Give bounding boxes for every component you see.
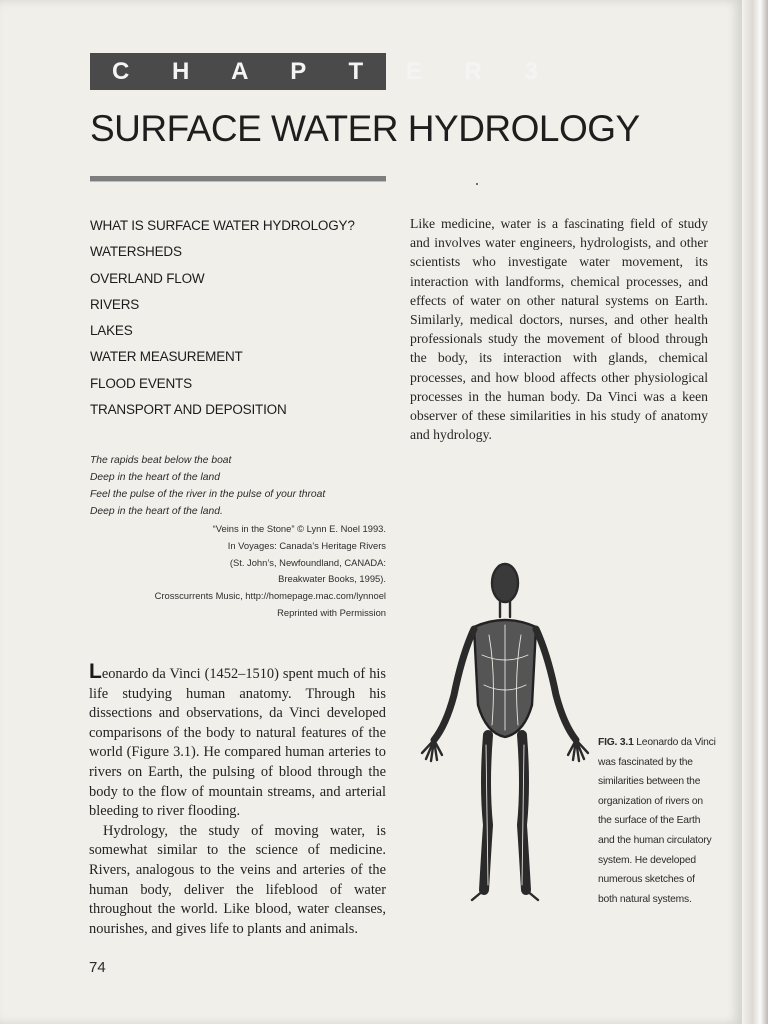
contents-item: TRANSPORT AND DEPOSITION [90,402,287,418]
chapter-title: SURFACE WATER HYDROLOGY [90,108,640,149]
body-paragraph: Hydrology, the study of moving water, is somewhat similar to the science of medicine. Rivers, analogous to the veins and arteries of the human body, deliver the lifeblood of water throughout the world. Like blood, water cleanses, nourishes, and gives life to plants and animals. [89,822,386,937]
credit-line: Reprinted with Permission [277,606,386,618]
chapter-label: C H A P T E R 3 [90,53,386,90]
epigraph [90,452,390,520]
contents-item: OVERLAND FLOW [90,270,205,286]
drop-cap: L [89,660,102,683]
body-paragraph [89,662,386,822]
contents-item: WATER MEASUREMENT [90,349,243,365]
chapter-contents [90,216,355,426]
figure-label: FIG. 3.1 [598,737,634,748]
epigraph-line: Deep in the heart of the land. [90,506,223,517]
contents-item: RIVERS [90,296,140,312]
credit-line: Crosscurrents Music, http://homepage.mac.com/lynnoel [154,590,386,602]
page-number: 74 [89,959,106,976]
contents-item: LAKES [90,323,133,339]
title-underline [90,176,386,181]
contents-item: FLOOD EVENTS [90,375,192,391]
figure-caption-text: Leonardo da Vinci was fascinated by the similarities between the organization of rivers on the surface of the Earth and the human circulatory system. He developed numerous sketches of both natural systems. [598,737,716,905]
contents-item: WHAT IS SURFACE WATER HYDROLOGY? [90,218,355,233]
epigraph-line: Deep in the heart of the land [90,472,220,483]
paragraph-text: eonardo da Vinci (1452–1510) spent much of his life studying human anatomy. Through his dissections and observations, da Vinci developed comparisons of the body to natural features of the world (Figure 3.1). He compared human arteries to rivers on Earth, the pulsing of blood through the body to the flow of mountain streams, and arterial bleeding to river flooding. [89,666,386,820]
figure-caption [598,733,716,909]
circulatory-system-sketch [404,555,594,915]
print-speck [476,183,478,185]
epigraph-line: Feel the pulse of the river in the pulse of your throat [90,489,326,500]
epigraph-credits [90,521,386,622]
body-text [89,662,386,939]
intro-paragraph: Like medicine, water is a fascinating field of study and involves water engineers, hydrologists, and other scientists who investigate water movement, its interaction with landforms, chemical processes, and effects of water on other natural systems on Earth. Similarly, medical doctors, nurses, and other health professionals study the movement of blood through the body, its interaction with glands, chemical processes, and how blood affects other physiological processes in the human body. Da Vinci was a keen observer of these similarities in his study of anatomy and hydrology. [410,216,708,443]
contents-item: WATERSHEDS [90,244,182,260]
book-spine-edge [742,0,768,1024]
credit-line: Breakwater Books, 1995). [278,573,386,585]
credit-line: (St. John’s, Newfoundland, CANADA: [229,556,386,568]
credit-line: “Veins in the Stone” © Lynn E. Noel 1993. [212,523,386,534]
epigraph-line: The rapids beat below the boat [90,455,232,466]
credit-line: In Voyages: Canada’s Heritage Rivers [227,539,386,551]
